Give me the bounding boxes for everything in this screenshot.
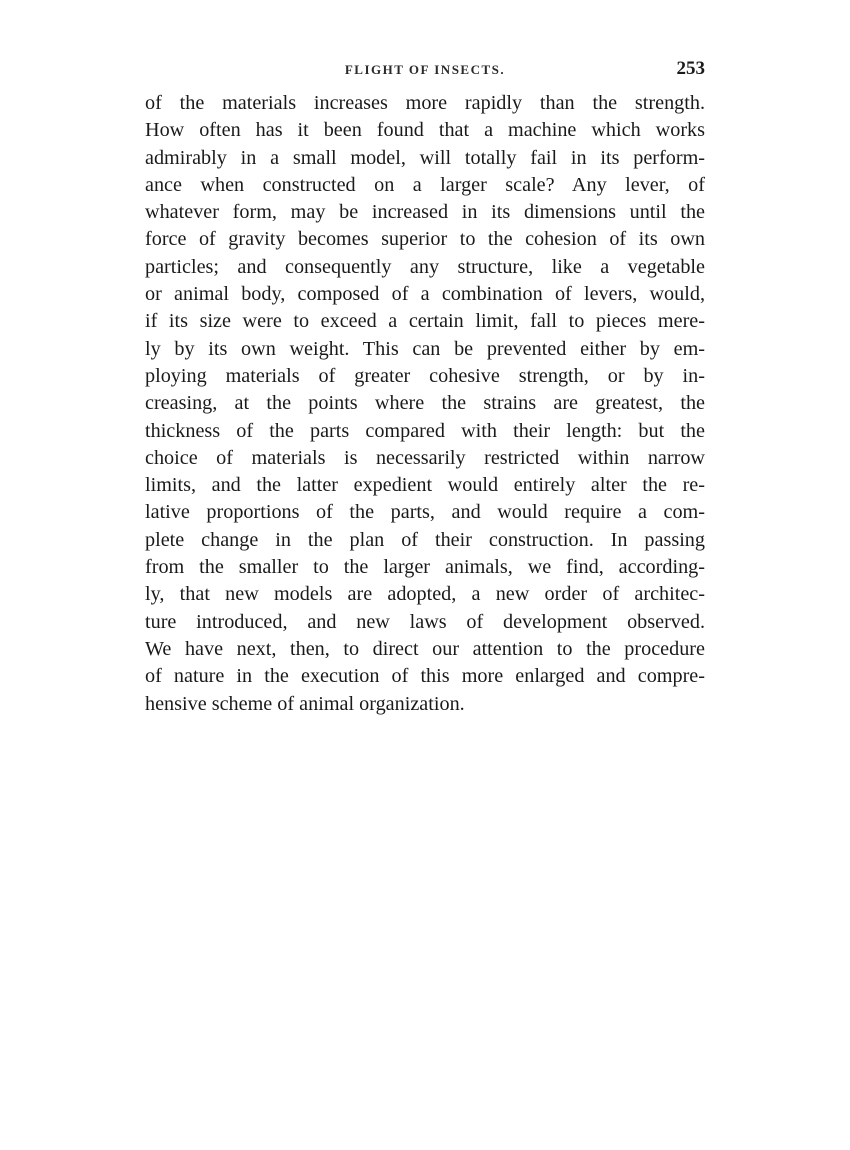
- text-line: force of gravity becomes superior to the cohesion of its own: [145, 228, 705, 251]
- text-line: whatever form, may be increased in its dimensions until the: [145, 201, 705, 224]
- text-line: lative proportions of the parts, and would require a com-: [145, 501, 705, 524]
- text-line: of the materials increases more rapidly than the strength.: [145, 92, 705, 114]
- text-line: admirably in a small model, will totally fail in its perform-: [145, 146, 705, 169]
- text-line: choice of materials is necessarily restricted within narrow: [145, 446, 705, 469]
- text-line: or animal body, composed of a combination of levers, would,: [145, 283, 705, 306]
- text-line: How often has it been found that a machine which works: [145, 119, 705, 142]
- text-line: of nature in the execution of this more enlarged and compre-: [145, 665, 705, 688]
- running-head: [145, 58, 705, 88]
- running-title: FLIGHT OF INSECTS.: [344, 62, 506, 77]
- text-line: limits, and the latter expedient would entirely alter the re-: [145, 474, 705, 497]
- text-line: ly, that new models are adopted, a new order of architec-: [145, 583, 705, 606]
- text-line: We have next, then, to direct our attention to the procedure: [145, 637, 705, 660]
- text-line: if its size were to exceed a certain limit, fall to pieces mere-: [145, 310, 705, 333]
- text-line: thickness of the parts compared with their length: but the: [145, 419, 705, 442]
- text-line: creasing, at the points where the strains are greatest, the: [145, 392, 705, 415]
- body-text: [145, 90, 705, 718]
- text-line: plete change in the plan of their construction. In passing: [145, 528, 705, 551]
- text-line: particles; and consequently any structure, like a vegetable: [145, 255, 705, 278]
- text-line: ploying materials of greater cohesive strength, or by in-: [145, 364, 705, 387]
- text-line: ance when constructed on a larger scale? Any lever, of: [145, 173, 705, 196]
- text-line: ture introduced, and new laws of development observed.: [145, 610, 705, 633]
- text-line: hensive scheme of animal organization.: [145, 692, 465, 715]
- text-line: from the smaller to the larger animals, we find, according-: [145, 556, 705, 579]
- page-number: 253: [676, 58, 705, 79]
- text-line: ly by its own weight. This can be prevented either by em-: [145, 337, 705, 360]
